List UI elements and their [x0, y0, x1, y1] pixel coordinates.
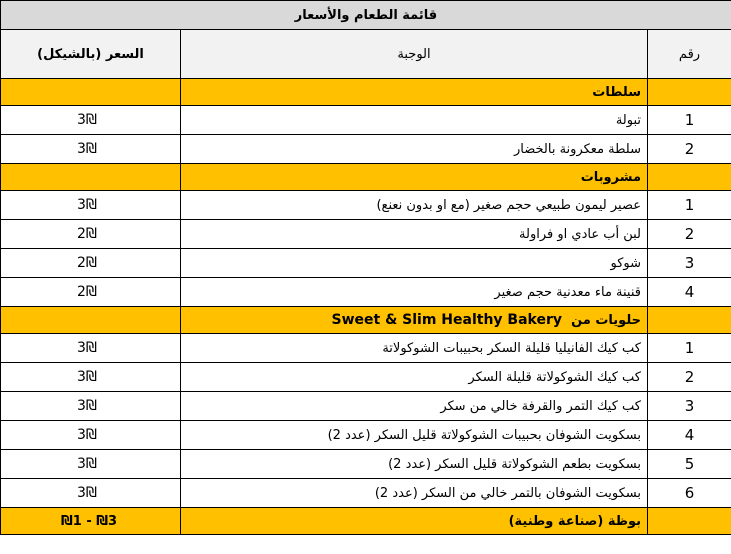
table-row	[1, 278, 731, 307]
item-price: 2₪	[1, 249, 181, 278]
item-price: 3₪	[1, 392, 181, 421]
item-price: 3₪	[1, 106, 181, 135]
item-price: 3₪	[1, 334, 181, 363]
item-dish: بسكويت بطعم الشوكولاتة قليل السكر (عدد 2)	[181, 450, 648, 479]
table-row	[1, 421, 731, 450]
item-dish: سلطة معكرونة بالخضار	[181, 135, 648, 164]
item-dish: كب كيك التمر والقرفة خالي من سكر	[181, 392, 648, 421]
item-dish: شوكو	[181, 249, 648, 278]
table-row	[1, 479, 731, 508]
table-row	[1, 106, 731, 135]
item-price: 3₪	[1, 363, 181, 392]
table-title: قائمة الطعام والأسعار	[1, 1, 731, 30]
item-price: 3₪	[1, 421, 181, 450]
item-number: 5	[648, 450, 731, 479]
item-price: 2₪	[1, 220, 181, 249]
item-dish: عصير ليمون طبيعي حجم صغير (مع او بدون نعنع)	[181, 191, 648, 220]
item-number: 3	[648, 249, 731, 278]
item-dish: كب كيك الشوكولاتة قليلة السكر	[181, 363, 648, 392]
item-price: 3₪	[1, 191, 181, 220]
item-dish: بسكويت الشوفان بحبيبات الشوكولاتة قليل السكر (عدد 2)	[181, 421, 648, 450]
item-dish: قنينة ماء معدنية حجم صغير	[181, 278, 648, 307]
item-number: 1	[648, 106, 731, 135]
item-dish: بسكويت الشوفان بالتمر خالي من السكر (عدد 2)	[181, 479, 648, 508]
table-row	[1, 135, 731, 164]
section-label: بوظة (صناعة وطنية)	[181, 508, 648, 535]
table-row	[1, 249, 731, 278]
table-row	[1, 363, 731, 392]
section-salads	[1, 79, 731, 106]
section-desserts	[1, 307, 731, 334]
section-label: مشروبات	[181, 164, 648, 191]
section-ice-cream	[1, 508, 731, 535]
section-label-ar: حلويات من	[571, 313, 641, 328]
table-row	[1, 191, 731, 220]
item-number: 1	[648, 191, 731, 220]
table-row	[1, 392, 731, 421]
item-price: ₪1 - ₪3	[1, 508, 181, 535]
header-row	[1, 30, 731, 79]
item-number: 4	[648, 421, 731, 450]
item-number: 2	[648, 220, 731, 249]
item-price: 3₪	[1, 450, 181, 479]
header-dish: الوجبة	[181, 30, 648, 79]
section-label-en: Sweet & Slim Healthy Bakery	[331, 312, 562, 328]
table-row	[1, 334, 731, 363]
header-price: السعر (بالشيكل)	[1, 30, 181, 79]
item-number: 2	[648, 135, 731, 164]
section-drinks	[1, 164, 731, 191]
table-row	[1, 450, 731, 479]
item-number: 4	[648, 278, 731, 307]
item-number: 2	[648, 363, 731, 392]
table-row	[1, 220, 731, 249]
item-price: 3₪	[1, 479, 181, 508]
item-number: 6	[648, 479, 731, 508]
item-number: 1	[648, 334, 731, 363]
table-title-row	[1, 1, 731, 30]
item-price: 3₪	[1, 135, 181, 164]
header-number: رقم	[648, 30, 731, 79]
section-label: سلطات	[181, 79, 648, 106]
item-number: 3	[648, 392, 731, 421]
item-dish: لبن أب عادي او فراولة	[181, 220, 648, 249]
item-dish: تبولة	[181, 106, 648, 135]
section-label	[181, 307, 648, 334]
item-dish: كب كيك الفانيليا قليلة السكر بحبيبات الشوكولاتة	[181, 334, 648, 363]
item-price: 2₪	[1, 278, 181, 307]
